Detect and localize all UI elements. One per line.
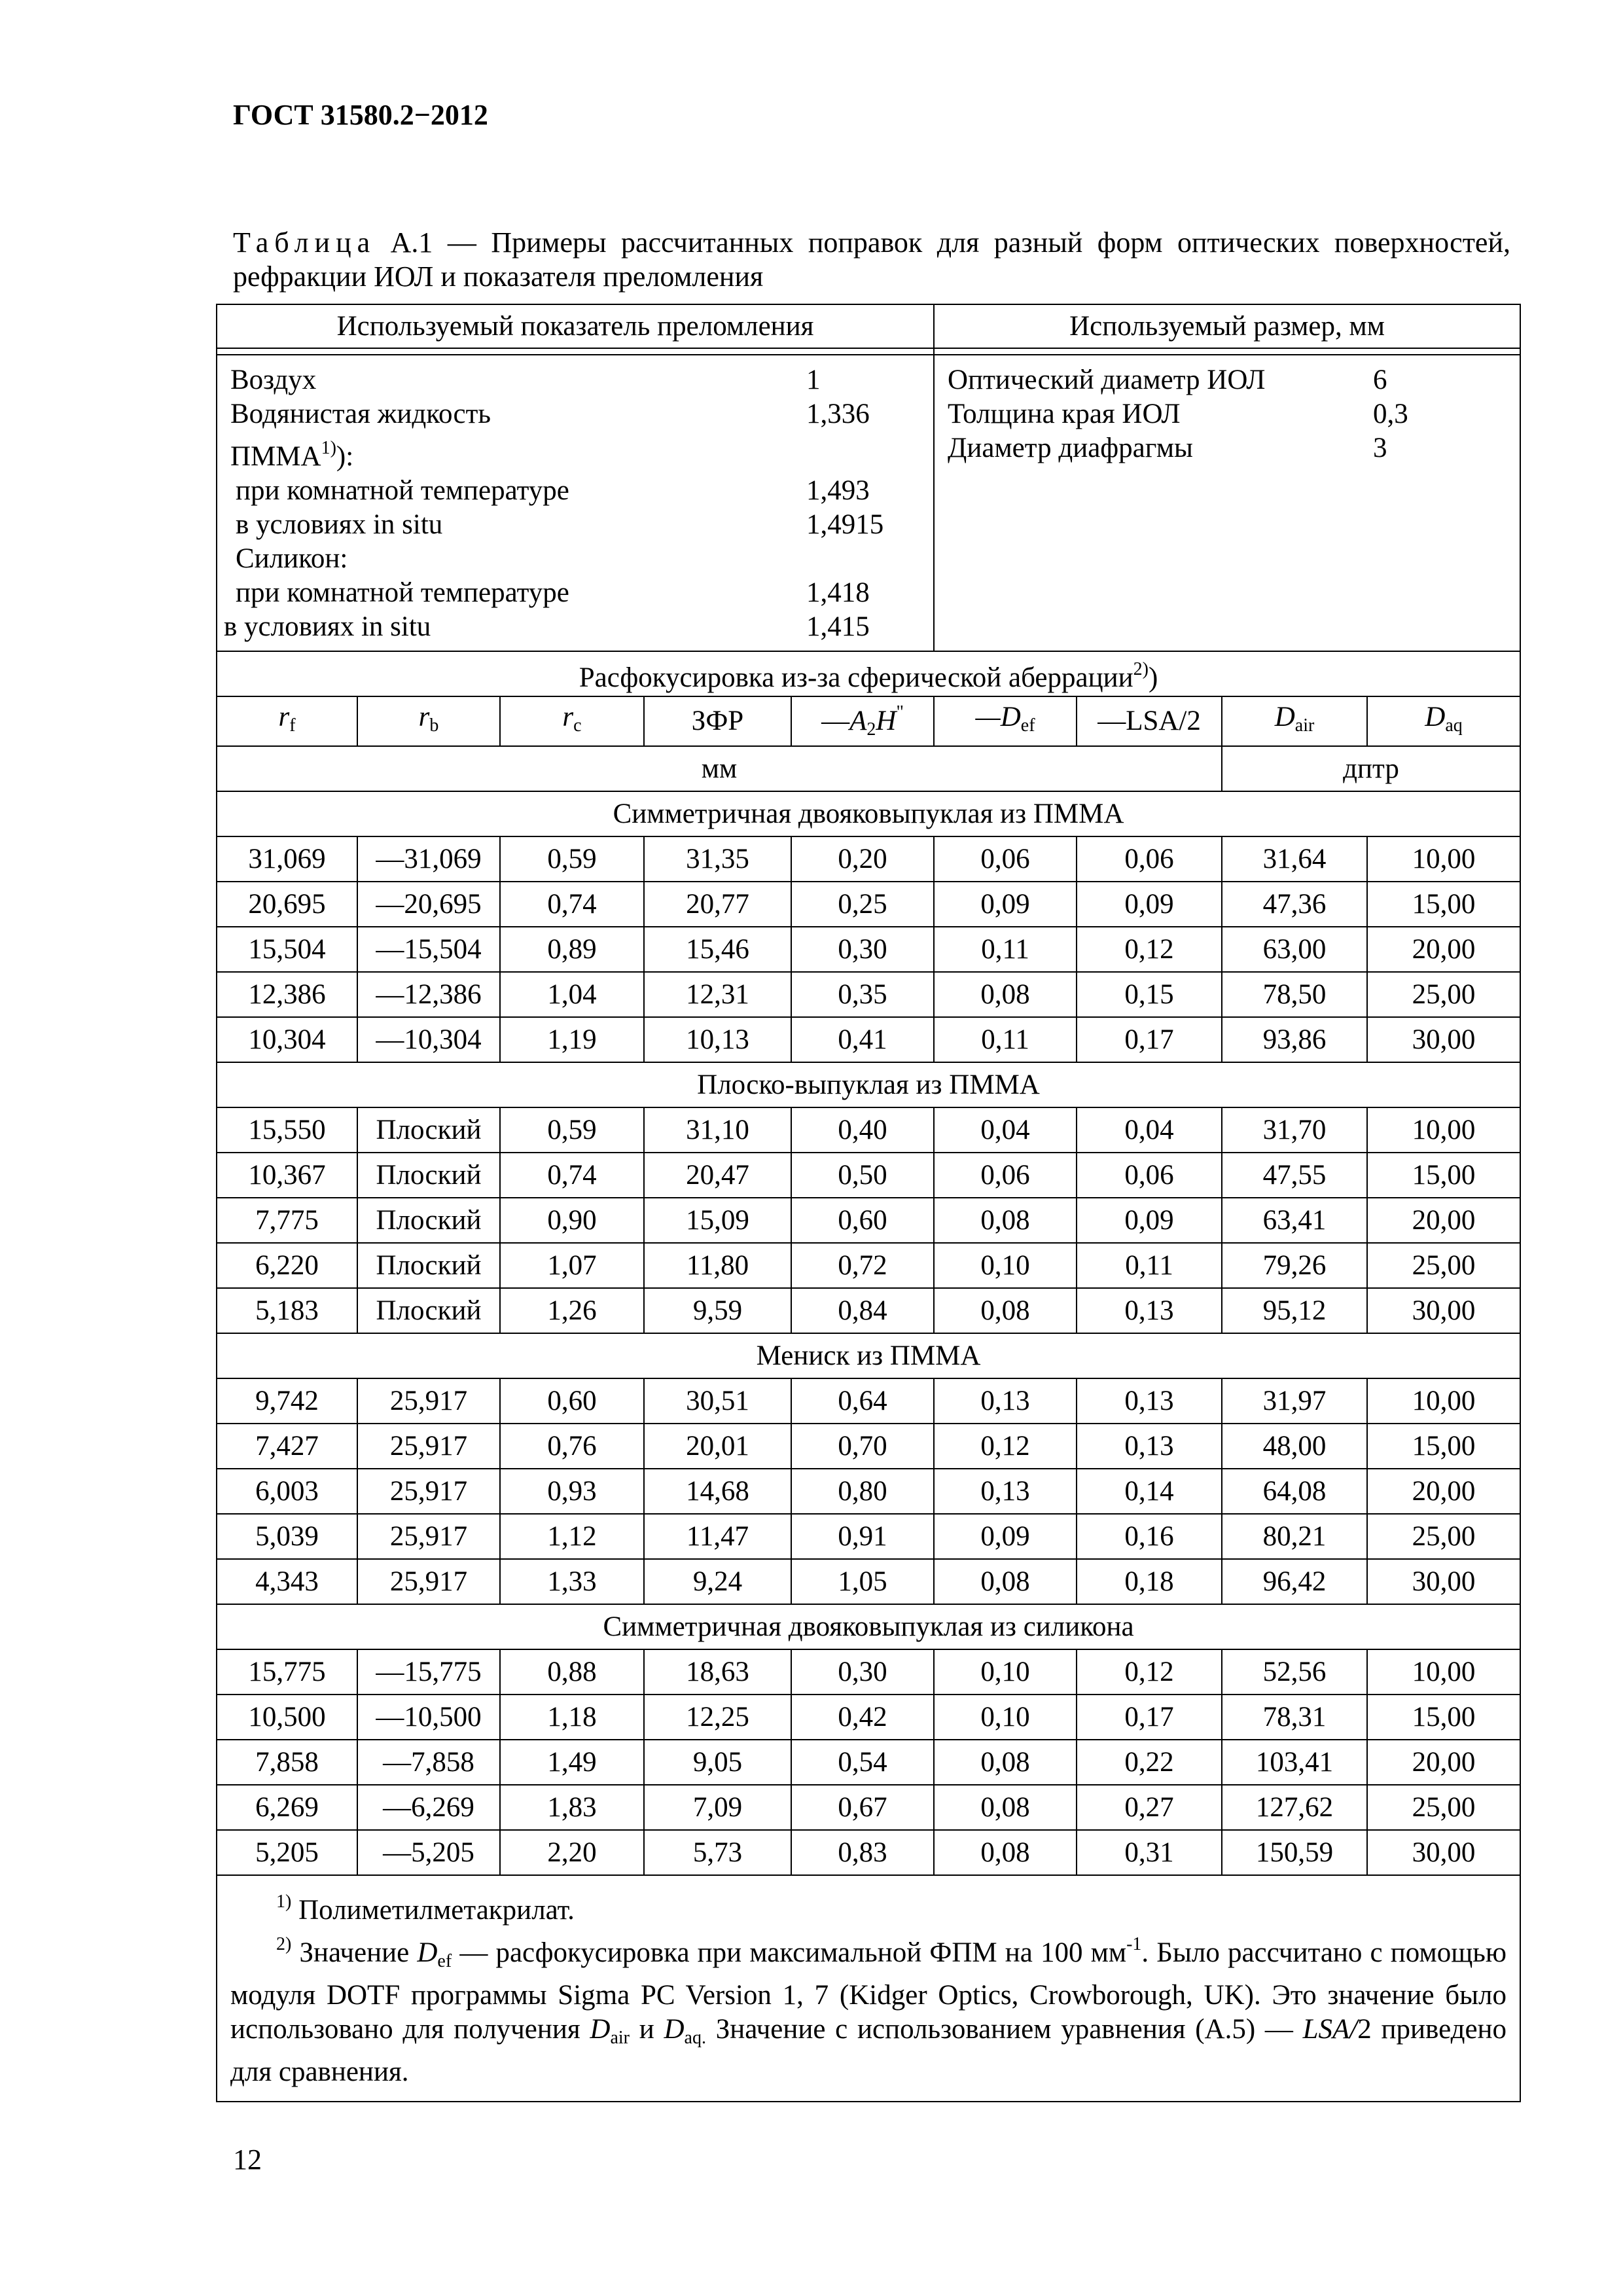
col-rc: $r_c$ xyxy=(500,696,644,746)
table-row xyxy=(217,836,1520,882)
table-row xyxy=(217,1017,1520,1062)
table-row xyxy=(217,1830,1520,1875)
table-cell: 0,10 xyxy=(934,1649,1077,1695)
column-header-row xyxy=(217,696,1520,746)
table-cell: 10,00 xyxy=(1367,836,1520,882)
table-cell: Плоский xyxy=(357,1107,500,1153)
table-cell: 0,13 xyxy=(934,1378,1077,1424)
footnotes-row xyxy=(217,1875,1520,2102)
table-cell: 15,00 xyxy=(1367,1153,1520,1198)
table-cell: 0,76 xyxy=(500,1424,644,1469)
section-title-row xyxy=(217,1062,1520,1107)
table-cell: 1,26 xyxy=(500,1288,644,1333)
table-cell: 0,20 xyxy=(791,836,934,882)
table-cell: 11,80 xyxy=(644,1243,791,1288)
table-cell: 0,09 xyxy=(934,882,1077,927)
table-cell: 10,500 xyxy=(217,1695,357,1740)
air-row: Воздух 1 xyxy=(230,365,821,395)
table-cell: 0,12 xyxy=(934,1424,1077,1469)
table-cell: 30,00 xyxy=(1367,1288,1520,1333)
col-def: $—D_{ef}$ xyxy=(934,696,1077,746)
table-cell: 150,59 xyxy=(1222,1830,1367,1875)
table-cell: 0,89 xyxy=(500,927,644,972)
table-cell: 10,00 xyxy=(1367,1107,1520,1153)
table-cell: Плоский xyxy=(357,1198,500,1243)
table-cell: 7,775 xyxy=(217,1198,357,1243)
table-cell: 15,09 xyxy=(644,1198,791,1243)
table-cell: 64,08 xyxy=(1222,1469,1367,1514)
table-cell: 7,858 xyxy=(217,1740,357,1785)
table-cell: 9,05 xyxy=(644,1740,791,1785)
sil-room-row: при комнатной температуре 1,418 xyxy=(236,577,870,608)
table-cell: 20,00 xyxy=(1367,1198,1520,1243)
table-cell: 63,00 xyxy=(1222,927,1367,972)
table-cell: 0,04 xyxy=(934,1107,1077,1153)
table-cell: 0,08 xyxy=(934,1559,1077,1604)
document-header: ГОСТ 31580.2−2012 xyxy=(233,99,488,131)
table-cell: 0,70 xyxy=(791,1424,934,1469)
footnote-2: $^{2)}$ Значение $D_{ef}$ — расфокусировка при максимальной ФПМ на 100 $мм^{-1}$. Было рассчитано с помощью модуля DOTF программы Sigma PC Version 1, 7 (Kidger Optics, Crowborough, UK). Это значение было использовано для получения $D_{air}$ и $D_{aq.}$ Значение с использованием уравнения (А.5) — LSA/2 приведено для сравнения. xyxy=(230,1934,1507,2087)
table-cell: 0,12 xyxy=(1077,927,1222,972)
table-row xyxy=(217,1288,1520,1333)
table-cell: 80,21 xyxy=(1222,1514,1367,1559)
optic-row: Оптический диаметр ИОЛ 6 xyxy=(948,365,1387,395)
section-title: Плоско-выпуклая из ПММА xyxy=(217,1062,1520,1107)
table-cell: 0,08 xyxy=(934,1288,1077,1333)
table-cell: 0,09 xyxy=(934,1514,1077,1559)
table-cell: 25,00 xyxy=(1367,1785,1520,1830)
table-cell: 10,367 xyxy=(217,1153,357,1198)
table-cell: —10,304 xyxy=(357,1017,500,1062)
table-cell: 0,59 xyxy=(500,836,644,882)
table-cell: 78,50 xyxy=(1222,972,1367,1017)
table-cell: 0,91 xyxy=(791,1514,934,1559)
pmma-insitu-row: в условиях in situ 1,4915 xyxy=(236,509,884,540)
table-cell: 0,14 xyxy=(1077,1469,1222,1514)
table-cell: 0,74 xyxy=(500,1153,644,1198)
table-cell: Плоский xyxy=(357,1288,500,1333)
table-row xyxy=(217,1649,1520,1695)
table-cell: 0,30 xyxy=(791,1649,934,1695)
table-cell: 10,13 xyxy=(644,1017,791,1062)
table-cell: 15,00 xyxy=(1367,1695,1520,1740)
table-cell: 2,20 xyxy=(500,1830,644,1875)
table-cell: 15,504 xyxy=(217,927,357,972)
section-title: Мениск из ПММА xyxy=(217,1333,1520,1378)
table-cell: 4,343 xyxy=(217,1559,357,1604)
table-cell: 30,51 xyxy=(644,1378,791,1424)
table-cell: —6,269 xyxy=(357,1785,500,1830)
table-cell: —31,069 xyxy=(357,836,500,882)
table-cell: 10,00 xyxy=(1367,1378,1520,1424)
table-cell: Плоский xyxy=(357,1243,500,1288)
table-cell: 25,917 xyxy=(357,1378,500,1424)
silicone-row: Силикон: xyxy=(236,543,348,574)
table-cell: 20,47 xyxy=(644,1153,791,1198)
section-title: Симметричная двояковыпуклая из ПММА xyxy=(217,791,1520,836)
table-cell: 25,917 xyxy=(357,1514,500,1559)
table-cell: 0,88 xyxy=(500,1649,644,1695)
table-cell: 0,13 xyxy=(1077,1424,1222,1469)
table-cell: 0,06 xyxy=(934,1153,1077,1198)
table-cell: 0,08 xyxy=(934,1830,1077,1875)
table-cell: 0,50 xyxy=(791,1153,934,1198)
table-cell: 0,59 xyxy=(500,1107,644,1153)
table-cell: 9,742 xyxy=(217,1378,357,1424)
section-title-row xyxy=(217,1604,1520,1649)
table-row xyxy=(217,882,1520,927)
table-row xyxy=(217,1785,1520,1830)
table-cell: 14,68 xyxy=(644,1469,791,1514)
table-cell: 0,08 xyxy=(934,1198,1077,1243)
table-cell: 25,00 xyxy=(1367,1243,1520,1288)
refraction-header: Используемый показатель преломления xyxy=(217,304,934,348)
table-cell: 10,00 xyxy=(1367,1649,1520,1695)
section-title-row xyxy=(217,791,1520,836)
table-cell: 31,70 xyxy=(1222,1107,1367,1153)
table-cell: 12,386 xyxy=(217,972,357,1017)
table-cell: 96,42 xyxy=(1222,1559,1367,1604)
table-cell: 9,24 xyxy=(644,1559,791,1604)
table-cell: 0,11 xyxy=(934,1017,1077,1062)
table-row xyxy=(217,1424,1520,1469)
table-cell: 0,31 xyxy=(1077,1830,1222,1875)
table-row xyxy=(217,1243,1520,1288)
table-cell: 6,003 xyxy=(217,1469,357,1514)
table-row xyxy=(217,927,1520,972)
corrections-table xyxy=(216,304,1521,2102)
table-cell: 0,74 xyxy=(500,882,644,927)
table-cell: 20,00 xyxy=(1367,927,1520,972)
table-cell: 5,039 xyxy=(217,1514,357,1559)
units-row xyxy=(217,746,1520,791)
table-row xyxy=(217,1198,1520,1243)
caption-text: А.1 — Примеры рассчитанных поправок для разный форм оптических поверхностей, рефракции ИОЛ и показателя преломления xyxy=(233,226,1510,293)
table-cell: 25,917 xyxy=(357,1424,500,1469)
table-cell: 12,31 xyxy=(644,972,791,1017)
table-cell: 52,56 xyxy=(1222,1649,1367,1695)
page-number: 12 xyxy=(233,2144,262,2176)
pmma-room-row: при комнатной температуре 1,493 xyxy=(236,475,870,506)
table-cell: 95,12 xyxy=(1222,1288,1367,1333)
table-cell: —15,504 xyxy=(357,927,500,972)
table-cell: 0,09 xyxy=(1077,882,1222,927)
table-cell: 0,10 xyxy=(934,1243,1077,1288)
table-cell: 0,80 xyxy=(791,1469,934,1514)
col-a2h: $—A_2H^"$ xyxy=(791,696,934,746)
table-cell: 30,00 xyxy=(1367,1017,1520,1062)
table-cell: 6,269 xyxy=(217,1785,357,1830)
table-cell: 31,35 xyxy=(644,836,791,882)
size-header: Используемый размер, мм xyxy=(934,304,1520,348)
table-cell: 15,00 xyxy=(1367,882,1520,927)
table-cell: 0,10 xyxy=(934,1695,1077,1740)
table-row xyxy=(217,972,1520,1017)
table-cell: 0,84 xyxy=(791,1288,934,1333)
table-cell: 63,41 xyxy=(1222,1198,1367,1243)
table-cell: 30,00 xyxy=(1367,1559,1520,1604)
size-block xyxy=(934,355,1520,651)
table-cell: 0,17 xyxy=(1077,1695,1222,1740)
table-cell: 0,04 xyxy=(1077,1107,1222,1153)
table-cell: 0,06 xyxy=(934,836,1077,882)
table-cell: 0,40 xyxy=(791,1107,934,1153)
table-cell: 0,60 xyxy=(500,1378,644,1424)
table-cell: 0,30 xyxy=(791,927,934,972)
section-title-row xyxy=(217,1333,1520,1378)
table-cell: 0,42 xyxy=(791,1695,934,1740)
table-row xyxy=(217,1107,1520,1153)
table-cell: 47,36 xyxy=(1222,882,1367,927)
table-cell: 0,16 xyxy=(1077,1514,1222,1559)
section-title: Симметричная двояковыпуклая из силикона xyxy=(217,1604,1520,1649)
table-row xyxy=(217,1153,1520,1198)
table-cell: 1,07 xyxy=(500,1243,644,1288)
col-lsa: —LSA/2 xyxy=(1077,696,1222,746)
table-cell: 48,00 xyxy=(1222,1424,1367,1469)
col-dair: $D_{air}$ xyxy=(1222,696,1367,746)
table-row xyxy=(217,1559,1520,1604)
table-cell: —15,775 xyxy=(357,1649,500,1695)
table-cell: 10,304 xyxy=(217,1017,357,1062)
footnote-1: $^{1)}$ Полиметилметакрилат. xyxy=(276,1892,575,1926)
table-cell: 5,205 xyxy=(217,1830,357,1875)
pmma-row: ПММА$^{1)}$): xyxy=(230,438,354,472)
table-cell: 5,73 xyxy=(644,1830,791,1875)
table-cell: 0,64 xyxy=(791,1378,934,1424)
table-cell: 0,08 xyxy=(934,972,1077,1017)
table-cell: —7,858 xyxy=(357,1740,500,1785)
table-cell: 0,12 xyxy=(1077,1649,1222,1695)
table-cell: 1,18 xyxy=(500,1695,644,1740)
table-cell: 5,183 xyxy=(217,1288,357,1333)
table-cell: 0,17 xyxy=(1077,1017,1222,1062)
table-cell: 0,13 xyxy=(1077,1288,1222,1333)
table-cell: 0,08 xyxy=(934,1740,1077,1785)
table-cell: 1,12 xyxy=(500,1514,644,1559)
table-cell: 31,10 xyxy=(644,1107,791,1153)
col-daq: $D_{aq}$ xyxy=(1367,696,1520,746)
table-cell: 7,09 xyxy=(644,1785,791,1830)
table-cell: 20,01 xyxy=(644,1424,791,1469)
table-cell: 25,917 xyxy=(357,1469,500,1514)
table-cell: 1,05 xyxy=(791,1559,934,1604)
table-cell: 0,13 xyxy=(1077,1378,1222,1424)
table-cell: 25,917 xyxy=(357,1559,500,1604)
table-cell: 15,550 xyxy=(217,1107,357,1153)
table-cell: 0,06 xyxy=(1077,836,1222,882)
table-row xyxy=(217,1469,1520,1514)
table-cell: 25,00 xyxy=(1367,1514,1520,1559)
table-cell: 15,46 xyxy=(644,927,791,972)
caption-label: Таблица xyxy=(233,226,376,259)
table-cell: 0,60 xyxy=(791,1198,934,1243)
footnotes xyxy=(217,1875,1520,2102)
table-cell: 18,63 xyxy=(644,1649,791,1695)
table-cell: 1,49 xyxy=(500,1740,644,1785)
table-cell: 1,83 xyxy=(500,1785,644,1830)
table-cell: 31,97 xyxy=(1222,1378,1367,1424)
table-cell: 0,22 xyxy=(1077,1740,1222,1785)
table-cell: 20,00 xyxy=(1367,1469,1520,1514)
table-cell: 1,19 xyxy=(500,1017,644,1062)
table-cell: 9,59 xyxy=(644,1288,791,1333)
table-cell: 31,64 xyxy=(1222,836,1367,882)
table-cell: —5,205 xyxy=(357,1830,500,1875)
table-cell: 0,06 xyxy=(1077,1153,1222,1198)
table-row xyxy=(217,1740,1520,1785)
table-cell: 0,54 xyxy=(791,1740,934,1785)
table-cell: 1,33 xyxy=(500,1559,644,1604)
table-cell: 0,18 xyxy=(1077,1559,1222,1604)
refraction-block xyxy=(217,355,934,651)
table-cell: 0,15 xyxy=(1077,972,1222,1017)
table-cell: 0,93 xyxy=(500,1469,644,1514)
defocus-title: Расфокусировка из-за сферической аберрации$^{2)}$) xyxy=(217,651,1520,696)
table-cell: 0,27 xyxy=(1077,1785,1222,1830)
table-cell: 15,775 xyxy=(217,1649,357,1695)
table-cell: 1,04 xyxy=(500,972,644,1017)
table-cell: 103,41 xyxy=(1222,1740,1367,1785)
col-zfr: ЗФР xyxy=(644,696,791,746)
sil-insitu-row: в условиях in situ 1,415 xyxy=(224,611,870,642)
water-row: Водянистая жидкость 1,336 xyxy=(230,399,870,429)
table-cell: 25,00 xyxy=(1367,972,1520,1017)
table-cell: 0,25 xyxy=(791,882,934,927)
table-cell: 11,47 xyxy=(644,1514,791,1559)
table-cell: 0,67 xyxy=(791,1785,934,1830)
table-cell: 20,695 xyxy=(217,882,357,927)
table-cell: 93,86 xyxy=(1222,1017,1367,1062)
edge-row: Толщина края ИОЛ 0,3 xyxy=(948,399,1408,429)
table-cell: 0,41 xyxy=(791,1017,934,1062)
table-cell: 15,00 xyxy=(1367,1424,1520,1469)
table-cell: 0,35 xyxy=(791,972,934,1017)
table-row xyxy=(217,1378,1520,1424)
table-cell: —20,695 xyxy=(357,882,500,927)
table-cell: 0,83 xyxy=(791,1830,934,1875)
table-cell: 0,08 xyxy=(934,1785,1077,1830)
table-cell: —10,500 xyxy=(357,1695,500,1740)
unit-dptr: дптр xyxy=(1222,746,1520,791)
table-cell: 78,31 xyxy=(1222,1695,1367,1740)
table-cell: 12,25 xyxy=(644,1695,791,1740)
table-cell: 0,11 xyxy=(1077,1243,1222,1288)
table-cell: —12,386 xyxy=(357,972,500,1017)
table-cell: Плоский xyxy=(357,1153,500,1198)
table-cell: 47,55 xyxy=(1222,1153,1367,1198)
table-cell: 31,069 xyxy=(217,836,357,882)
table-cell: 0,09 xyxy=(1077,1198,1222,1243)
table-cell: 0,11 xyxy=(934,927,1077,972)
table-cell: 0,90 xyxy=(500,1198,644,1243)
table-row xyxy=(217,1695,1520,1740)
table-cell: 20,00 xyxy=(1367,1740,1520,1785)
table-caption xyxy=(233,226,1510,294)
table-cell: 30,00 xyxy=(1367,1830,1520,1875)
col-rb: $r_b$ xyxy=(357,696,500,746)
table-row xyxy=(217,1514,1520,1559)
aperture-row: Диаметр диафрагмы 3 xyxy=(948,433,1387,463)
col-rf: $r_f$ xyxy=(217,696,357,746)
table-cell: 127,62 xyxy=(1222,1785,1367,1830)
table-cell: 6,220 xyxy=(217,1243,357,1288)
table-cell: 0,13 xyxy=(934,1469,1077,1514)
unit-mm: мм xyxy=(217,746,1222,791)
table-cell: 0,72 xyxy=(791,1243,934,1288)
table-cell: 20,77 xyxy=(644,882,791,927)
table-cell: 79,26 xyxy=(1222,1243,1367,1288)
table-cell: 7,427 xyxy=(217,1424,357,1469)
